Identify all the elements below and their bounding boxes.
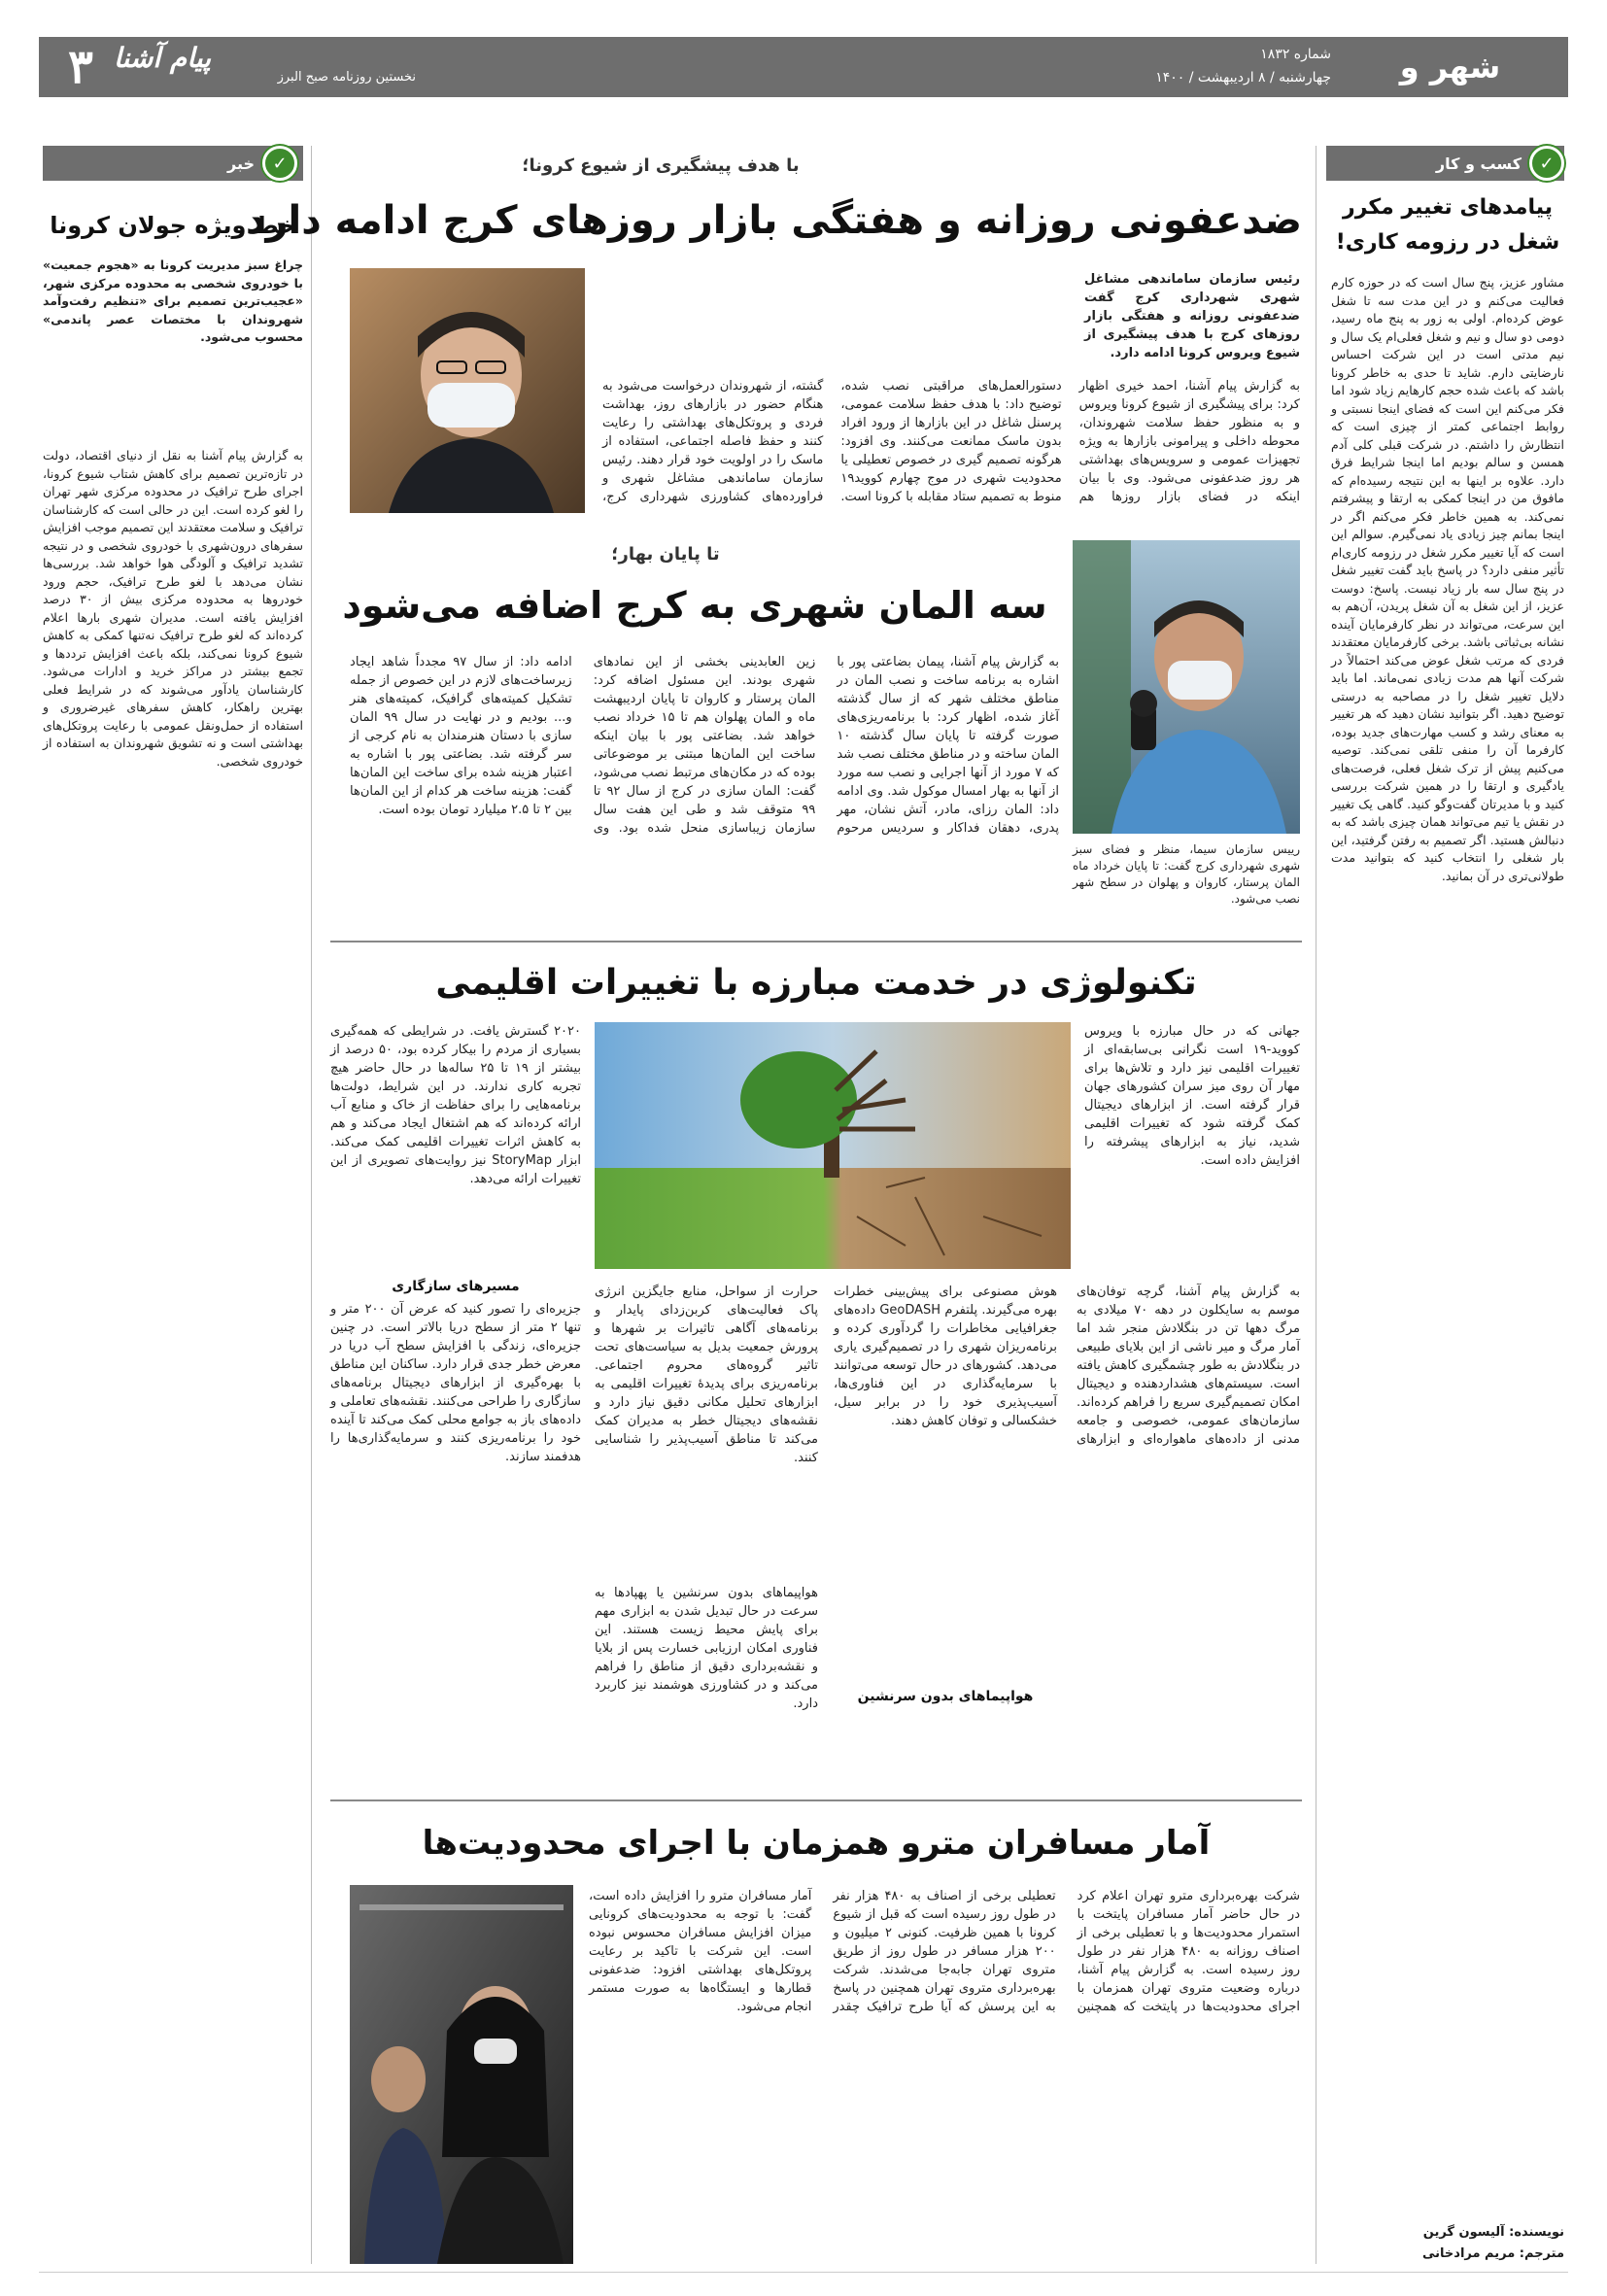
metro-body: شرکت بهره‌برداری مترو تهران اعلام کرد در حال حاضر آمار مسافران پایتخت با استمرار محدودیت‌ها و با تعطیلی برخی از اصناف روزانه به ۴۸۰ هزار نفر در طول روز رسیده است. به گزارش پیام آشنا، درباره وضعیت متروی تهران همزمان با اجرای محدودیت‌ها در پایتخت که همچنین تعطیلی برخی از اصناف به ۴۸۰ هزار نفر در طول روز رسیده است که قبل از شیوع کرونا با همین ظرفیت. کنونی ۲ میلیون و ۲۰۰ هزار مسافر در طول روز از طریق متروی تهران جابه‌جا می‌شدند. شرکت بهره‌برداری متروی تهران همچنین در پاسخ به این پرسش که آیا طرح ترافیک چقدر آمار مسافران مترو را افزایش داده است، گفت: با توجه به محدودیت‌های کرونایی میزان افزایش مسافران محسوس نبوده است. این شرکت با تاکید بر رعایت پروتکل‌های بهداشتی افزود: ضدعفونی قطارها و ایستگاه‌ها به صورت مستمر انجام می‌شود. — [589, 1889, 1301, 2014]
metro-headline: آمار مسافران مترو همزمان با اجرای محدودیت‌ها — [422, 1824, 1211, 1863]
climate-body-drones: هواپیماهای بدون سرنشین یا پهپادها به سرعت در حال تبدیل شدن به ابزاری مهم برای پایش محیط زیست هستند. این فناوری امکان ارزیابی خسارت پس از بلایا و نقشه‌برداری دقیق از مناطق را فراهم می‌کند و در کشاورزی هوشمند نیز کاربرد دارد. — [595, 1586, 818, 1711]
left-column-label-text: خبر — [226, 154, 255, 173]
left-column-divider — [311, 146, 312, 2264]
climate-body-adaptation: جزیره‌ای را تصور کنید که عرض آن ۲۰۰ متر و تنها ۲ متر از سطح دریا بالاتر است. در چنین جزیره‌ای، زندگی با افزایش سطح آب دریا در معرض خطر جدی قرار دارد. ساکنان این مناطق با بهره‌گیری از ابزارهای دیجیتال برنامه‌های سازگاری را طراحی می‌کنند. نقشه‌های تعاملی و داده‌های باز به جوامع محلی کمک می‌کند تا آینده خود را برنامه‌ریزی کنند و سرمایه‌گذاری‌ها را هدفمند سازند. — [330, 1302, 581, 1464]
checkmark-icon: ✓ — [262, 146, 297, 181]
issue-number: شماره ۱۸۳۲ — [1260, 47, 1331, 62]
climate-photo — [595, 1022, 1071, 1269]
top-story-body: به گزارش پیام آشنا، احمد خیری اظهار کرد: برای پیشگیری از شیوع کرونا ویروس و به منظور حفظ سلامت شهروندان، محوطه داخلی و پیرامونی بازارها به ویژه تجهیزات عمومی و سرویس‌های بهداشتی هر روز ضدعفونی می‌شود. وی با بیان اینکه در فضای بازار روزها هم دستورالعمل‌های مراقبتی نصب شده، توضیح داد: با هدف حفظ سلامت عمومی، پرسنل شاغل در این بازارها از ورود افراد بدون ماسک ممانعت می‌کنند. وی افزود: هرگونه تصمیم گیری در خصوص تعطیلی یا محدودیت شهری در موج چهارم کووید۱۹ منوط به تصمیم ستاد مقابله با کرونا است. گشته، از شهروندان درخواست می‌شود به هنگام حضور در بازارهای روز، بهداشت فردی و پروتکل‌های بهداشتی را رعایت کنند و حفظ فاصله اجتماعی، استفاده از ماسک را در اولویت خود قرار دهند. رئیس سازمان ساماندهی مشاغل شهری و فراورده‌های کشاورزی شهرداری کرج، — [602, 379, 1300, 504]
climate-body-left-col: حرارت از سواحل، منابع جایگزین انرژی پاک فعالیت‌های کربن‌زدای پایدار و برنامه‌های آگاهی تاثیرات بر شهرها و پرورش جمعیت بدیل به سیاست‌های تحت تاثیر گروه‌های محروم اجتماعی. برنامه‌ریزی برای پدیدهٔ تغییرات اقلیمی به ابزارهای تحلیل مکانی دقیق نیاز دارد و نقشه‌های دیجیتال خطر به مدیران کمک می‌کند تا مناطق آسیب‌پذیر را شناسایی کنند. — [595, 1285, 818, 1465]
climate-lead: جهانی که در حال مبارزه با ویروس کووید-۱۹ است نگرانی بی‌سابقه‌ای از تغییرات اقلیمی نیز دارد و تلاش‌ها برای مهار آن روی میز سران کشورهای جهان قرار گرفته است. از ابزارهای دیجیتال کمک گرفته شود که تغییرات اقلیمی شدید، نیاز به ابزارهای پیشرفته را افزایش داده است. — [1084, 1024, 1300, 1168]
climate-body: به گزارش پیام آشنا، گرچه توفان‌های موسم به سایکلون در دهه ۷۰ میلادی به مرگ دهها تن در بنگلادش منجر شد اما آمار مرگ و میر ناشی از این بلایای طبیعی در بنگلادش به طور چشمگیری کاهش یافته است. سیستم‌های هشداردهنده و دیجیتال امکان تصمیم‌گیری سریع را فراهم کرده‌اند. سازمان‌های عمومی، خصوصی و جامعه مدنی از داده‌های ماهواره‌ای و ابزارهای هوش مصنوعی برای پیش‌بینی خطرات بهره می‌گیرند. پلتفرم GeoDASH داده‌های جغرافیایی مخاطرات را گردآوری کرده و برنامه‌ریزان شهری را در تصمیم‌گیری یاری می‌دهد. کشورهای در حال توسعه می‌توانند با سرمایه‌گذاری در این فناوری‌ها، آسیب‌پذیری خود را در برابر سیل، خشکسالی و توفان کاهش دهند. — [834, 1285, 1300, 1447]
climate-subhead-drones: هواپیماهای بدون سرنشین — [857, 1689, 1034, 1704]
climate-headline: تکنولوژی در خدمت مبارزه با تغییرات اقلیمی — [435, 963, 1197, 1003]
top-story-headline: ضدعفونی روزانه و هفتگی بازار روزهای کرج ادامه دارد — [245, 198, 1302, 243]
left-column-headline: خط ویژه جولان کرونا — [50, 212, 296, 239]
page-number: ۳ — [68, 40, 93, 94]
top-story-kicker: با هدف پیشگیری از شیوع کرونا؛ — [522, 155, 800, 176]
portrait-man-mask-image — [350, 268, 585, 513]
right-column-author: نویسنده: آلیسون گرین — [1422, 2225, 1564, 2240]
issue-date: چهارشنبه / ۸ اردیبهشت / ۱۴۰۰ — [1155, 70, 1331, 86]
checkmark-icon: ✓ — [1529, 146, 1564, 181]
right-column-body: مشاور عزیز، پنج سال است که در حوزه کارم فعالیت می‌کنم و در این مدت سه تا شغل عوض کرده‌ام. اولی به زور به پنج ماه رسید، دومی دو سال و نیم و شغل فعلی‌ام یک سال و نیم مدتی است در این شرکت احساس نارضایتی دارم. شاید تا حدی به خاطر کرونا باشد که باعث شده حجم کارهایم زیاد شود اما فکر می‌کنم این است که فضای اینجا نسبتی و روابط اجتماعی کمتر از چیزی است که انتظارش را داشتم. در شرکت قبلی کلی آدم همسن و سالم بودیم اما اینجا شرایط فرق دارد. علاوه بر اینها به این نتیجه رسیده‌ام که مافوق من در اینجا کمکی به ارتقا و پیشرفتم نمی‌کند. به همین خاطر فکر می‌کنم اگر در اینجا بمانم چیز زیادی یاد نمی‌گیرم. سوالم این است که آیا تغییر مکرر شغل در رزومه کاری‌ام تأثیر منفی دارد؟ در پاسخ باید گفت تغییر شغل در پنج سال سه بار زیاد نیست. پاسخ: دوست عزیز، از این شغل به آن شغل پریدن، آن‌هم به این سرعت، می‌تواند در نظر کارفرمایان آینده نشانه بی‌ثباتی باشد. برخی کارفرمایان معتقدند فردی که مرتب شغل عوض می‌کند احتمالاً در شرکت آنها هم مدت زیادی نمی‌ماند. اما باید دلایل تغییر شغل را در مصاحبه به درستی توضیح دهید. اگر بتوانید نشان دهید که هر تغییر به معنای رشد و کسب مهارت‌های جدید بوده، کارفرما آن را منفی تلقی نمی‌کند. توصیه می‌کنیم پیش از ترک شغل فعلی، فرصت‌های یادگیری و ارتقا را در همین شرکت بررسی کنید و با مدیرتان گفت‌وگو کنید. گاهی یک تغییر در نقش یا تیم می‌تواند همان چیزی باشد که به دنبالش هستید. اگر تصمیم به رفتن گرفتید، این بار شغلی را انتخاب کنید که بتوانید مدت طولانی‌تری در آن بمانید. — [1331, 275, 1564, 883]
right-column-label-text: کسب و کار — [1435, 154, 1522, 173]
section-title: شهر و شهروند — [1390, 49, 1510, 138]
climate-subhead-adaptation: مسیرهای سازگاری — [392, 1279, 520, 1294]
right-column-label — [1331, 146, 1564, 181]
brand-logo: پیام آشنا — [113, 42, 212, 74]
top-story-photo — [350, 268, 585, 513]
left-column-label — [43, 146, 303, 181]
metro-photo — [350, 1885, 573, 2264]
left-column-body: به گزارش پیام آشنا به نقل از دنیای اقتصاد، دولت در تازه‌ترین تصمیم برای کاهش شتاب شیوع کرونا، اجرای طرح ترافیک در محدوده مرکزی شهر تهران را لغو کرده است. این در حالی است که کارشناسان ترافیک و سلامت معتقدند این تصمیم موجب افزایش سفرهای درون‌شهری با خودروی شخصی و در نتیجه تشدید ترافیک و آلودگی هوا خواهد شد. بررسی‌ها نشان می‌دهد با لغو طرح ترافیک، حجم ورود خودروها به محدوده مرکزی بیش از ۳۰ درصد افزایش یافته است. مدیران شهری بارها اعلام کرده‌اند که لغو طرح ترافیک نه‌تنها کمکی به کاهش شیوع کرونا نمی‌کند، بلکه باعث افزایش ترددها و تجمع بیشتر در مراکز خرید و ادارات می‌شود. کارشناسان یادآور می‌شوند که در شرایط فعلی بهترین راهکار، کاهش سفرهای غیرضروری و استفاده از حمل‌ونقل عمومی با رعایت پروتکل‌های بهداشتی است و نه تشویق شهروندان به استفاده از خودروی شخصی. — [43, 448, 303, 769]
section-divider-2 — [330, 1799, 1302, 1801]
alman-photo-caption: رییس سازمان سیما، منظر و فضای سبز شهری شهرداری کرج گفت: تا پایان خرداد ماه المان پرستار، کاروان و پهلوان در سطح شهر نصب می‌شود. — [1073, 842, 1300, 906]
page-bottom-rule — [39, 2272, 1568, 2273]
right-column-headline: پیامدهای تغییر مکرر شغل در رزومه کاری! — [1335, 195, 1560, 255]
top-story-summary: رئیس سازمان ساماندهی مشاغل شهری شهرداری کرج گفت ضدعفونی روزانه و هفتگی بازار روزهای کرج با هدف پیشگیری از شیوع ویروس کرونا ادامه دارد. — [1084, 272, 1300, 360]
metro-passengers-image — [350, 1885, 573, 2264]
section-divider-1 — [330, 941, 1302, 942]
alman-headline: سه المان شهری به کرج اضافه می‌شود — [342, 584, 1047, 627]
portrait-official-interview-image — [1073, 540, 1300, 834]
alman-photo — [1073, 540, 1300, 834]
alman-kicker: تا پایان بهار؛ — [611, 544, 720, 565]
climate-tree-split-image — [595, 1022, 1071, 1269]
right-column-translator: مترجم: مریم مرادخانی — [1421, 2246, 1564, 2261]
climate-body-far-left: ۲۰۲۰ گسترش یافت. در شرایطی که همه‌گیری بسیاری از مردم را بیکار کرده بود، ۵۰ درصد از بیشتر از ۱۹ تا ۲۵ ساله‌ها در حال حاضر هیچ تجربه کاری ندارند. در این شرایط، دولت‌ها برنامه‌هایی را برای حفاظت از خاک و منابع آب ارائه کرده‌اند که هم اشتغال ایجاد می‌کند و هم به کاهش اثرات تغییرات اقلیمی کمک می‌کند. ابزار StoryMap نیز روایت‌های تصویری از این تغییرات ارائه می‌دهد. — [330, 1024, 582, 1186]
left-column-lead: چراغ سبز مدیریت کرونا به «هجوم جمعیت» با خودروی شخصی به محدوده مرکزی شهر، «عجیب‌ترین تصمیم برای «تنظیم رفت‌وآمد شهروندان با مختصات عصر پاندمی» محسوب می‌شود. — [43, 257, 303, 344]
brand-tagline: نخستین روزنامه صبح البرز — [277, 70, 416, 85]
alman-body: به گزارش پیام آشنا، پیمان بضاعتی پور با اشاره به برنامه ساخت و نصب المان در مناطق مختلف شهر که از سال گذشته آغاز شده، اظهار کرد: با برنامه‌ریزی‌های صورت گرفته تا پایان سال گذشته ۱۰ المان ساخته و در مناطق مختلف نصب شد که ۷ مورد از آنها اجرایی و نصب سه مورد از آنها به بهار امسال موکول شد. وی ادامه داد: المان رزای، مادر، آتش نشان، مهر پدری، دهقان فداکار و سردیس مرحوم زین العابدینی بخشی از این نمادهای شهری بودند. این مسئول اضافه کرد: المان پرستار و کاروان تا پایان اردیبهشت ماه و المان پهلوان هم تا ۱۵ خرداد نصب خواهد شد. بضاعتی پور با بیان اینکه ساخت این المان‌ها مبتنی بر موضوعاتی بوده که در مکان‌های مرتبط نصب می‌شود، گفت: المان سازی در کرج از سال ۹۲ تا ۹۹ متوقف شد و طی این هفت سال سازمان زیباسازی منحل شده بود. وی ادامه داد: از سال ۹۷ مجدداً شاهد ایجاد زیرساخت‌های لازم در این خصوص از جمله تشکیل کمیته‌های گرافیک، کمیته‌های هنر و... بودیم و در نهایت در سال ۹۹ المان سازی با دستان هنرمندان به نام کرجی از سر گرفته شد. بضاعتی پور با اشاره به اعتبار هزینه شده برای ساخت این المان‌ها گفت: هزینه ساخت هر کدام از این المان‌ها بین ۲ تا ۲.۵ میلیارد تومان بوده است. — [350, 655, 1059, 836]
